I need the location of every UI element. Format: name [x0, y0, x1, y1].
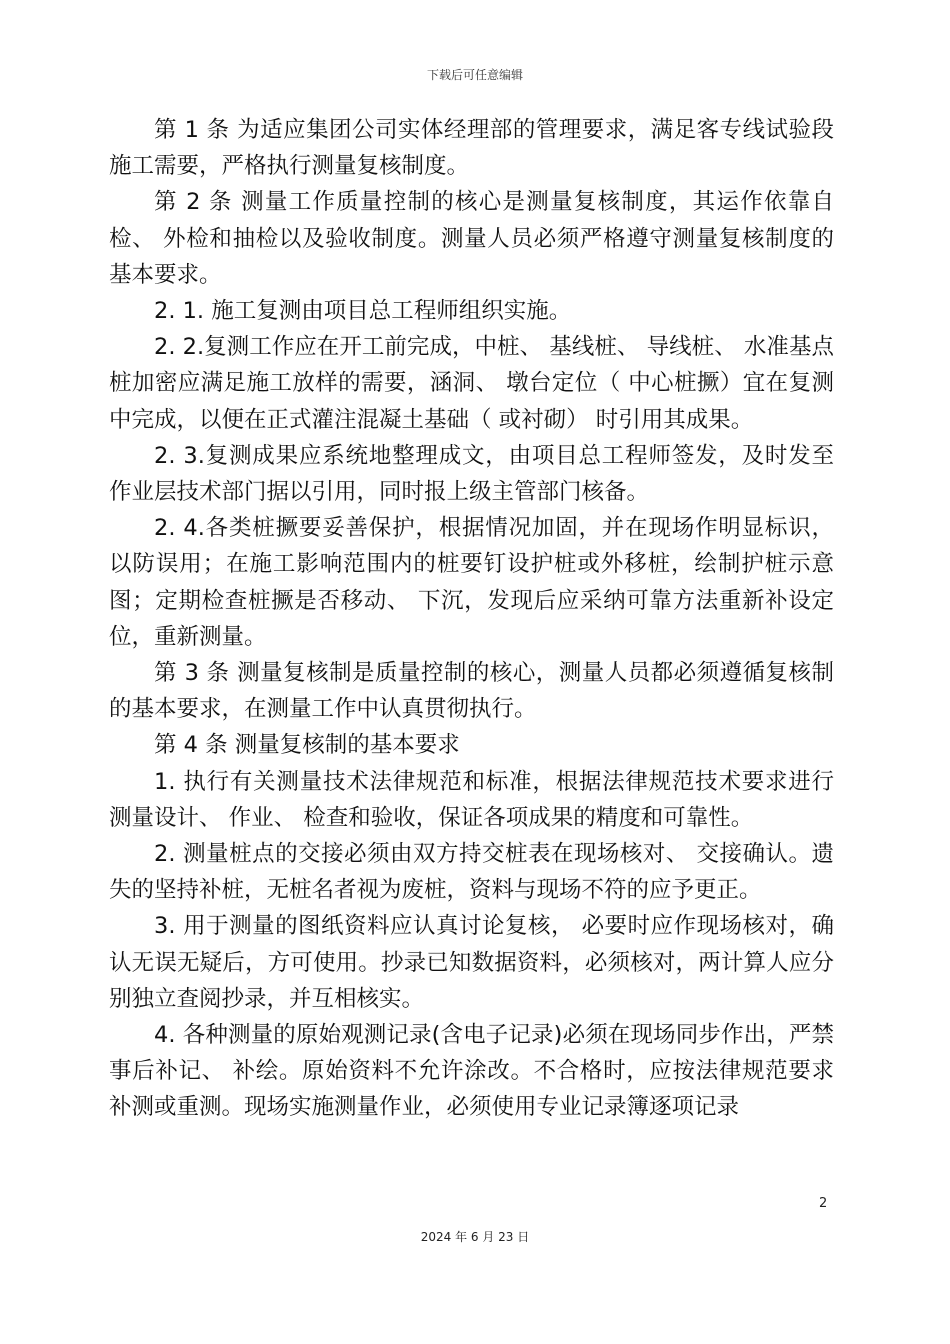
article-2-paragraph: 第 2 条 测量工作质量控制的核心是测量复核制度，其运作依靠自检、 外检和抽检以及验收制度。测量人员必须严格遵守测量复核制度的基本要求。 — [109, 189, 834, 288]
page-header: 下载后可任意编辑 — [426, 68, 523, 82]
requirement-4-paragraph: 4. 各种测量的原始观测记录(含电子记录)必须在现场同步作出，严禁事后补记、 补绘。原始资料不允许涂改。不合格时，应按法律规范要求补测或重测。现场实施测量作业，必须使用专业记录簿逐项记录 — [109, 1022, 834, 1121]
requirement-2-paragraph: 2. 测量桩点的交接必须由双方持交桩表在现场核对、 交接确认。遗失的坚持补桩，无桩名者视为废桩，资料与现场不符的应予更正。 — [109, 841, 834, 904]
article-1-paragraph: 第 1 条 为适应集团公司实体经理部的管理要求，满足客专线试验段施工需要，严格执行测量复核制度。 — [109, 117, 834, 180]
clause-2-1-paragraph: 2. 1. 施工复测由项目总工程师组织实施。 — [154, 298, 572, 325]
clause-2-3-paragraph: 2. 3.复测成果应系统地整理成文，由项目总工程师签发，及时发至作业层技术部门据以引用，同时报上级主管部门核备。 — [109, 442, 834, 506]
clause-2-2-paragraph: 2. 2.复测工作应在开工前完成，中桩、 基线桩、 导线桩、 水准基点桩加密应满足施工放样的需要，涵洞、 墩台定位（ 中心桩撅）宜在复测中完成，以便在正式灌注混凝土基础（ 或衬砌） 时引用其成果。 — [109, 334, 834, 433]
article-3-paragraph: 第 3 条 测量复核制是质量控制的核心，测量人员都必须遵循复核制的基本要求，在测量工作中认真贯彻执行。 — [109, 660, 834, 723]
page-number: 2 — [819, 1196, 828, 1211]
document-body — [109, 112, 834, 1126]
clause-2-4-paragraph: 2. 4.各类桩撅要妥善保护，根据情况加固，并在现场作明显标识， 以防误用；在施工影响范围内的桩要钉设护桩或外移桩，绘制护桩示意图；定期检查桩撅是否移动、 下沉，发现后应采纳可靠方法重新补设定位，重新测量。 — [109, 515, 834, 650]
requirement-3-paragraph: 3. 用于测量的图纸资料应认真讨论复核， 必要时应作现场核对，确认无误无疑后，方可使用。抄录已知数据资料，必须核对，两计算人应分别独立查阅抄录，并互相核实。 — [109, 913, 834, 1012]
requirement-1-paragraph: 1. 执行有关测量技术法律规范和标准，根据法律规范技术要求进行测量设计、 作业、 检查和验收，保证各项成果的精度和可靠性。 — [109, 768, 834, 831]
footer-date: 2024 年 6 月 23 日 — [420, 1230, 530, 1244]
article-4-heading: 第 4 条 测量复核制的基本要求 — [154, 732, 460, 759]
